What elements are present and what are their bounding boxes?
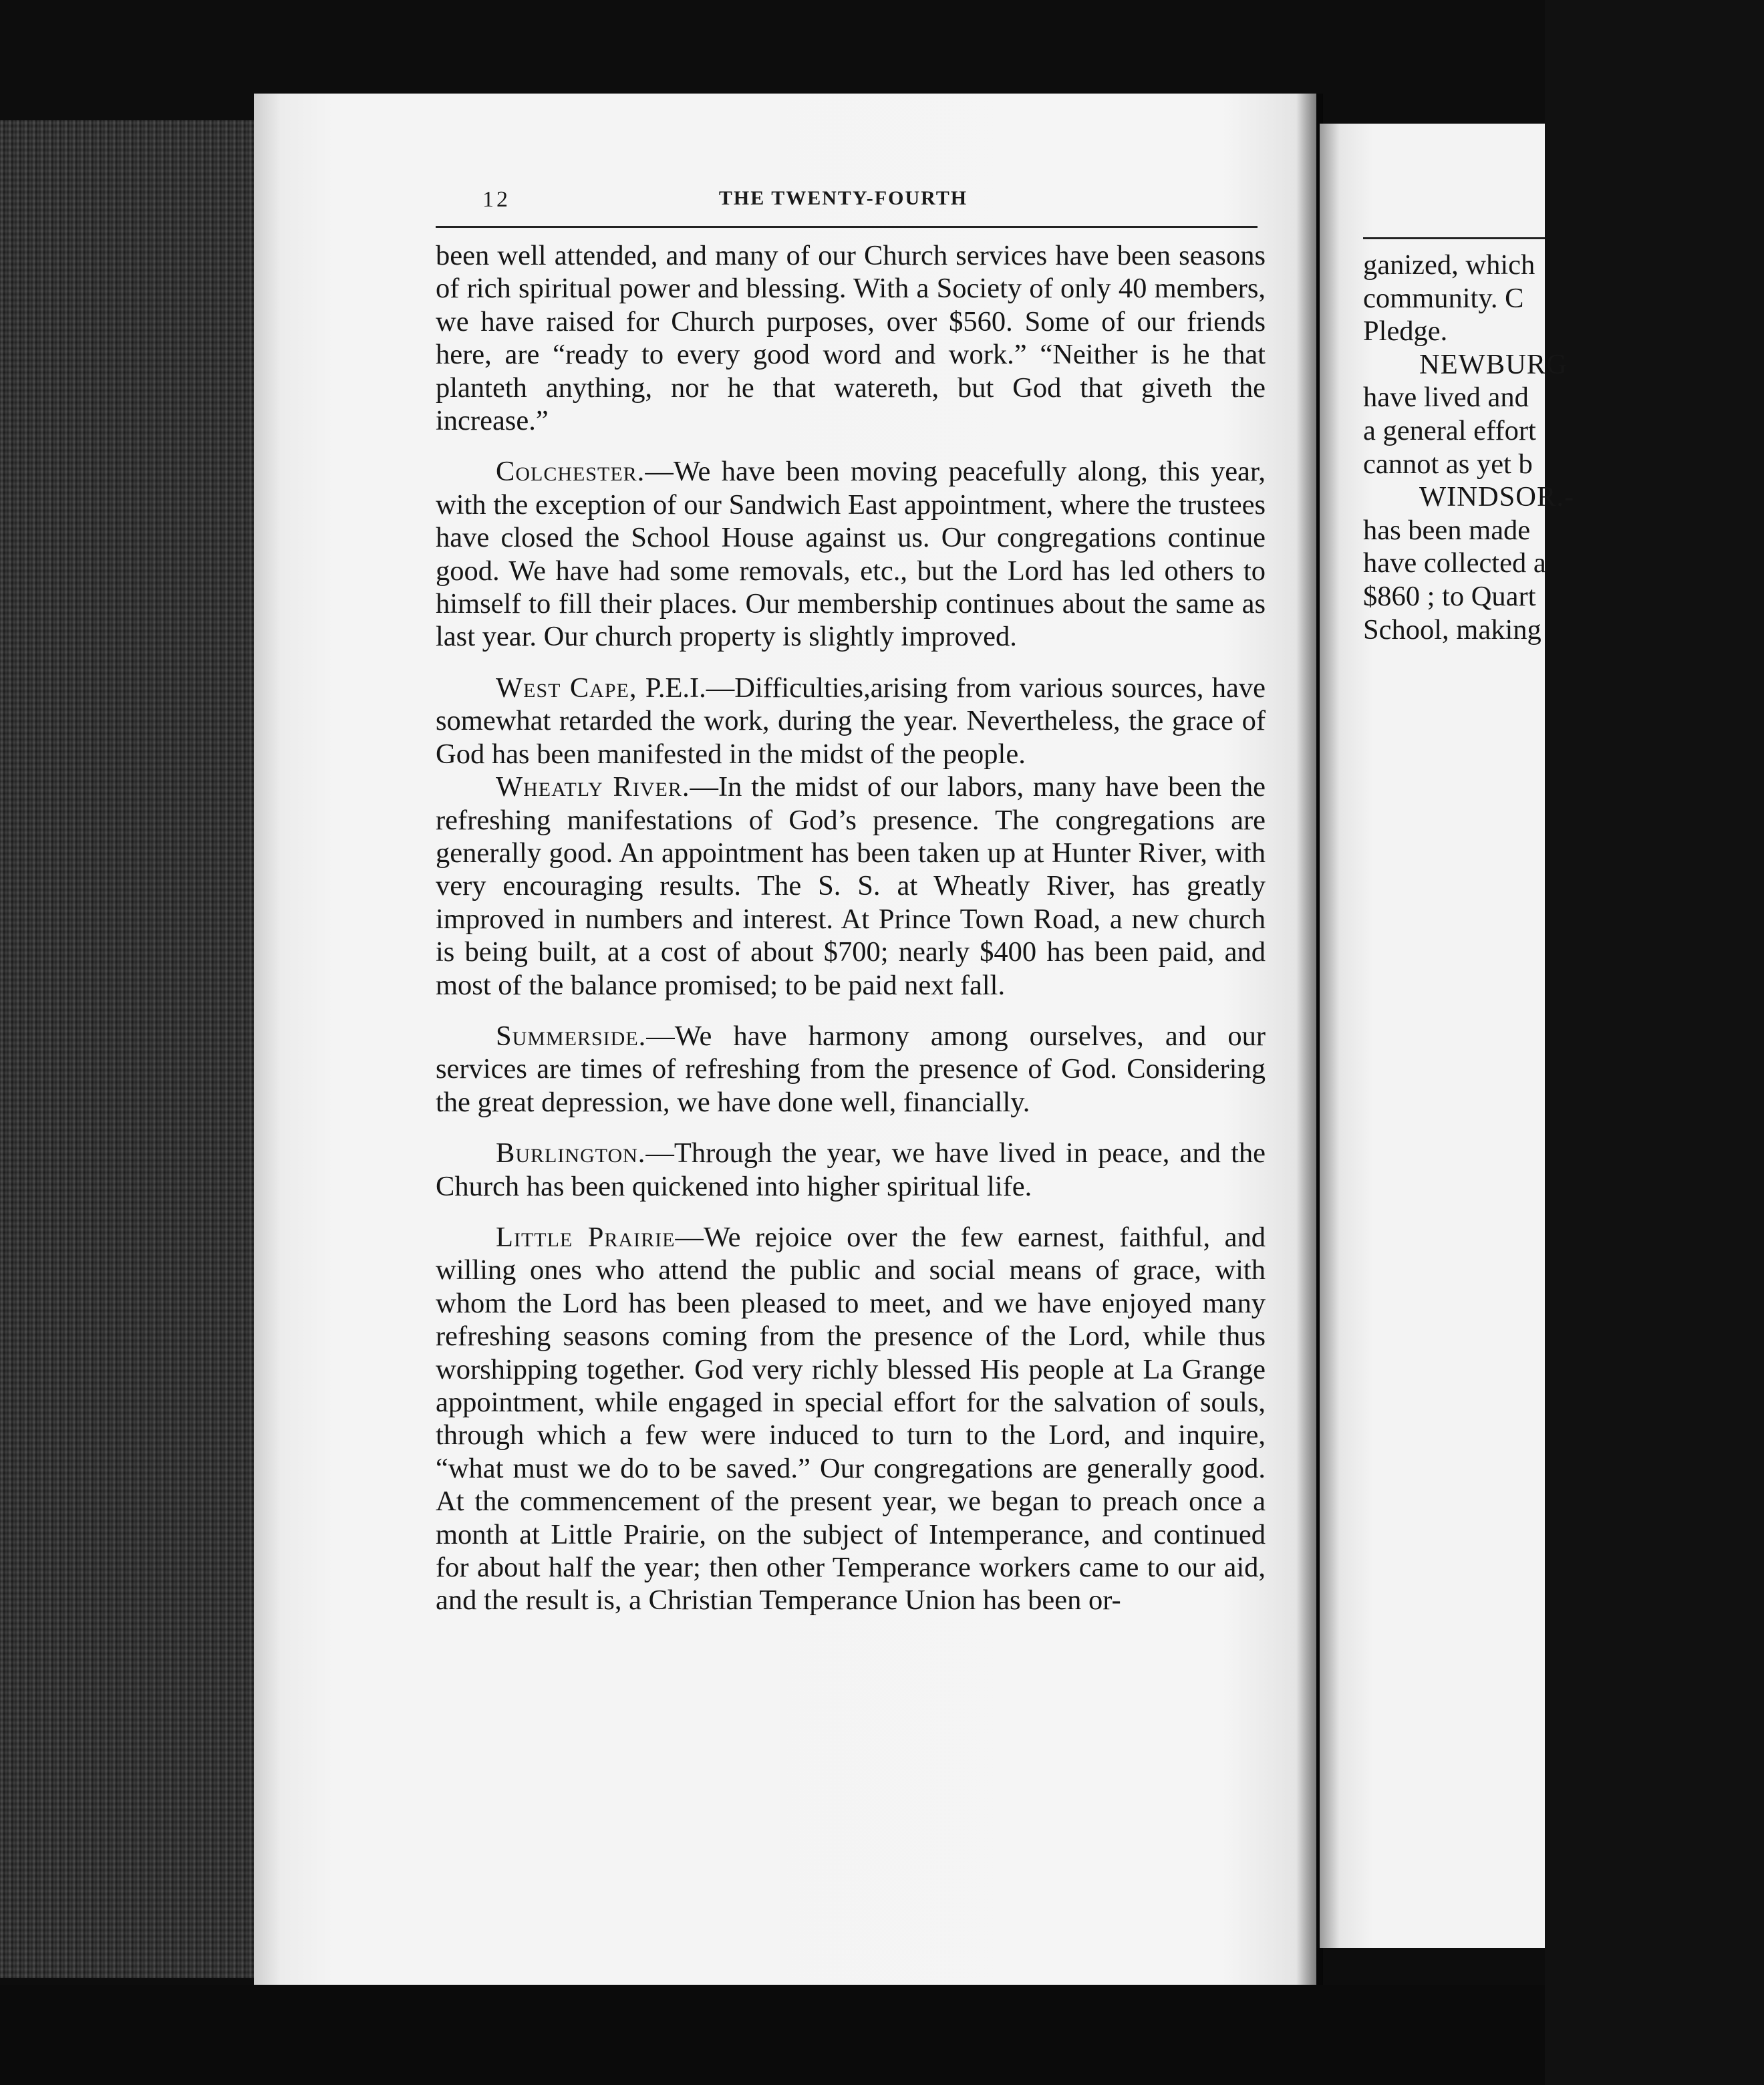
paragraph-west-cape	[436, 672, 1266, 771]
section-heading: Wheatly River.	[496, 771, 690, 803]
paragraph-summerside	[436, 1020, 1266, 1119]
body-text	[436, 239, 1266, 1617]
right-line: community. C	[1363, 282, 1524, 314]
right-line: cannot as yet b	[1363, 448, 1533, 480]
paragraph-wheatly-river	[436, 771, 1266, 1002]
right-page-rule	[1363, 237, 1545, 239]
page-header	[436, 182, 1251, 222]
right-line: WINDSOR.-	[1419, 481, 1575, 513]
right-page-text-clip	[1363, 241, 1575, 708]
section-heading: Summerside.	[496, 1020, 647, 1052]
section-heading: Burlington.	[496, 1137, 646, 1169]
page-number: 12	[482, 187, 510, 212]
gutter-shadow	[1296, 94, 1323, 1985]
right-line: School, making	[1363, 613, 1541, 646]
right-line: have collected a	[1363, 547, 1546, 579]
right-line: Pledge.	[1363, 315, 1448, 348]
scan-border	[0, 1985, 1545, 2085]
paragraph-text: —We rejoice over the few earnest, faithful, and willing ones who attend the public and social means of grace, with whom the Lord has been pleased to meet, and we have enjoyed many refreshing seasons coming from the presence of the Lord, while thus worshipping together. God very richly blessed His people at La Grange appointment, while engaged in special effort for the salvation of souls, through which a few were induced to turn to the Lord, and inquire, “what must we do to be saved.” Our congregations are generally good. At the commencement of the present year, we began to preach once a month at Little Prairie, on the subject of Intemperance, and continued for about half the year; then other Temperance workers came to our aid, and the result is, a Christian Temperance Union has been or-	[436, 1221, 1266, 1617]
paragraph-text: —In the midst of our labors, many have been the refreshing manifestations of God’s presence. The congregations are generally good. An appointment has been taken up at Hunter River, with very encouraging results. The S. S. at Wheatly River, has greatly improved in numbers and interest. At Prince Town Road, a new church is being built, at a cost of about $700; nearly $400 has been paid, and most of the balance promised; to be paid next fall.	[436, 771, 1266, 1001]
paragraph-burlington	[436, 1137, 1266, 1203]
paragraph-text: —We have harmony among ourselves, and our services are times of refreshing from the presence of God. Considering the great depression, we have done well, financially.	[436, 1020, 1266, 1118]
paragraph-text: —Through the year, we have lived in peace, and the Church has been quickened into higher spiritual life.	[436, 1137, 1266, 1202]
right-line: have lived and	[1363, 382, 1529, 414]
page-edges	[0, 120, 267, 1978]
paragraph-colchester	[436, 455, 1266, 653]
paragraph-text: P.E.I.—Difficulties,arising from various sources, have somewhat retarded the work, during the year. Nevertheless, the grace of God has been manifested in the midst of the people.	[436, 672, 1266, 770]
running-head: THE TWENTY-FOURTH	[718, 187, 968, 209]
paragraph-little-prairie	[436, 1221, 1266, 1617]
header-rule	[436, 226, 1258, 228]
paragraph-text: —We have been moving peacefully along, this year, with the exception of our Sandwich East appointment, where the trustees have closed the School House against us. Our congregations continue good. We have had some removals, etc., but the Lord has led others to himself to fill their places. Our membership continues about the same as last year. Our church property is slightly improved.	[436, 456, 1266, 653]
right-page-text	[1363, 249, 1764, 646]
section-heading: Colchester.	[496, 456, 645, 488]
section-heading: West Cape,	[496, 672, 637, 704]
right-line: $860 ; to Quart	[1363, 580, 1536, 612]
right-line: NEWBURG	[1419, 348, 1568, 380]
right-line: ganized, which	[1363, 249, 1535, 281]
section-heading: Little Prairie	[496, 1221, 676, 1253]
right-line: has been made	[1363, 514, 1531, 546]
right-line: a general effort	[1363, 414, 1536, 446]
paragraph-text: been well attended, and many of our Church services have been seasons of rich spiritual power and blessing. With a Society of only 40 members, we have raised for Church purposes, over $560. Some of our friends here, are “ready to every good word and work.” “Neither is he that planteth anything, nor he that watereth, but God that giveth the increase.”	[436, 240, 1266, 437]
paragraph	[436, 239, 1266, 437]
